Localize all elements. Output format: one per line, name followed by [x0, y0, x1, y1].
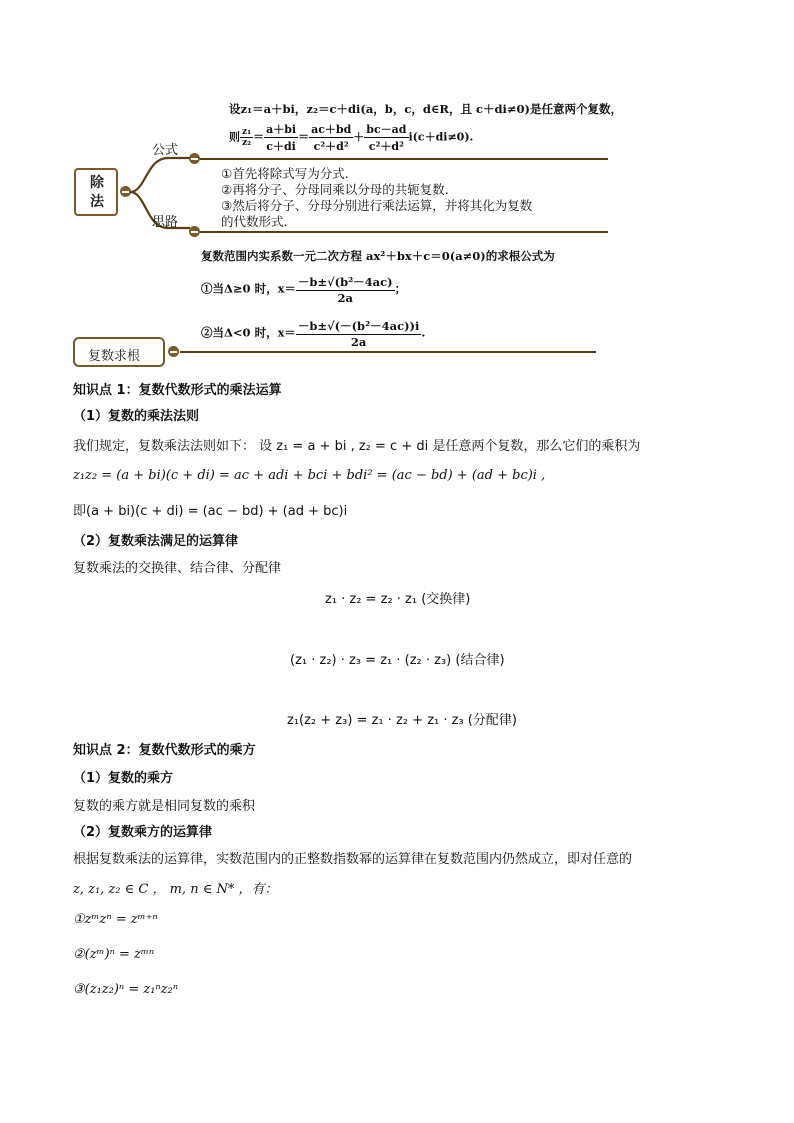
- section2-sub1: （1）复数的乘方: [73, 771, 174, 786]
- frac1-den: c＋di: [266, 140, 296, 153]
- formula-branch-line: [200, 158, 608, 160]
- section1-eq1: z₁z₂ = (a + bi)(c + di) = ac + adi + bci + bdi² = (ac − bd) + (ad + bc)i ,: [73, 468, 546, 483]
- formula-collapse-icon[interactable]: [189, 153, 200, 164]
- roots-branch-line: [180, 351, 596, 353]
- frac1-num: a＋bi: [266, 123, 297, 136]
- root-case-2: [201, 318, 425, 349]
- root-case-2-end: .: [421, 325, 426, 340]
- division-formula-prefix: 则: [229, 130, 240, 144]
- law-associative: (z₁ · z₂) · z₃ = z₁ · (z₂ · z₃) (结合律): [290, 653, 505, 668]
- frac-z-num: z₁: [242, 127, 252, 137]
- roots-node-label: 复数求根: [88, 349, 141, 364]
- division-formula-suffix: i(c＋di≠0).: [408, 130, 474, 144]
- idea-step-2: ②再将分子、分母同乘以分母的共轭复数.: [221, 182, 449, 197]
- division-node-label: 除 法: [90, 175, 104, 210]
- idea-step-1: ①首先将除式写为分式.: [221, 166, 349, 181]
- root-formula-intro: 复数范围内实系数一元二次方程 ax²＋bx＋c＝0(a≠0)的求根公式为: [201, 249, 555, 263]
- section2-power-text: 复数的乘方就是相同复数的乘积: [73, 799, 256, 814]
- law-commutative: z₁ · z₂ = z₂ · z₁ (交换律): [325, 592, 471, 607]
- section2-rule-text1: 根据复数乘法的运算律，实数范围内的正整数指数幂的运算律在复数范围内仍然成立，即对任意的: [73, 852, 633, 867]
- root-case-1-num: －b±√(b²－4ac): [297, 275, 393, 289]
- power-law-2: ②(zᵐ)ⁿ = zᵐⁿ: [73, 947, 155, 962]
- root-case-1-label: ①当Δ≥0 时，x＝: [201, 281, 296, 296]
- idea-step-3-cont: 的代数形式.: [221, 214, 288, 229]
- section1-sub1: （1）复数的乘法法则: [73, 409, 200, 424]
- roots-node: [73, 337, 165, 367]
- section2-rule-text2: z, z₁, z₂ ∈ C ， m, n ∈ N* ，有：: [73, 882, 278, 897]
- frac3-num: bc－ad: [366, 123, 407, 136]
- section1-eq2: 即(a + bi)(c + di) = (ac − bd) + (ad + bc)i: [73, 504, 348, 519]
- root-case-2-num: －b±√(－(b²－4ac))i: [297, 319, 420, 333]
- section2-title: 知识点 2：复数代数形式的乘方: [73, 743, 256, 758]
- division-node: [74, 168, 118, 216]
- section1-laws-text: 复数乘法的交换律、结合律、分配律: [73, 561, 282, 576]
- root-case-1-end: ；: [394, 281, 407, 296]
- section1-rule-text: 我们规定，复数乘法法则如下： 设 z₁ = a + bi , z₂ = c + di 是任意两个复数，那么它们的乘积为: [73, 439, 641, 454]
- section1-title: 知识点 1：复数代数形式的乘法运算: [73, 383, 282, 398]
- frac2-num: ac＋bd: [311, 123, 352, 136]
- branch-formula-label: 公式: [152, 143, 179, 158]
- power-law-3: ③(z₁z₂)ⁿ = z₁ⁿz₂ⁿ: [73, 982, 179, 997]
- frac-z-den: z₂: [242, 138, 252, 148]
- division-formula-line1: 设z₁＝a＋bi，z₂＝c＋di(a，b，c，d∈R，且 c＋di≠0)是任意两个复数，: [229, 102, 622, 116]
- root-case-1: [201, 274, 406, 305]
- power-law-1: ①zᵐzⁿ = zᵐ⁺ⁿ: [73, 912, 158, 927]
- branch-idea-label: 思路: [152, 215, 179, 230]
- section1-sub2: （2）复数乘法满足的运算律: [73, 534, 239, 549]
- idea-step-3: ③然后将分子、分母分别进行乘法运算，并将其化为复数: [221, 198, 533, 213]
- division-formula: 则 $\frac{\text{z₁}}{\text{z₂}}$ ＝ $\frac{a+bi}{c+di}$ ＝ $\frac{ac+bd}{\text{c²＋d²}}$ ＋ $\frac{bc-ad}{\text{c²＋d²}}$ i(c＋di≠0).: [229, 123, 474, 153]
- roots-collapse-icon[interactable]: [168, 346, 179, 357]
- root-case-2-label: ②当Δ<0 时，x＝: [201, 325, 296, 340]
- frac3-den: c²＋d²: [368, 140, 404, 153]
- law-distributive: z₁(z₂ + z₃) = z₁ · z₂ + z₁ · z₃ (分配律): [287, 713, 517, 728]
- idea-collapse-icon[interactable]: [189, 226, 200, 237]
- idea-branch-line: [200, 231, 608, 233]
- root-case-1-den: 2a: [337, 291, 353, 305]
- frac2-den: c²＋d²: [313, 140, 349, 153]
- root-case-2-den: 2a: [350, 335, 367, 349]
- section2-sub2: （2）复数乘方的运算律: [73, 825, 213, 840]
